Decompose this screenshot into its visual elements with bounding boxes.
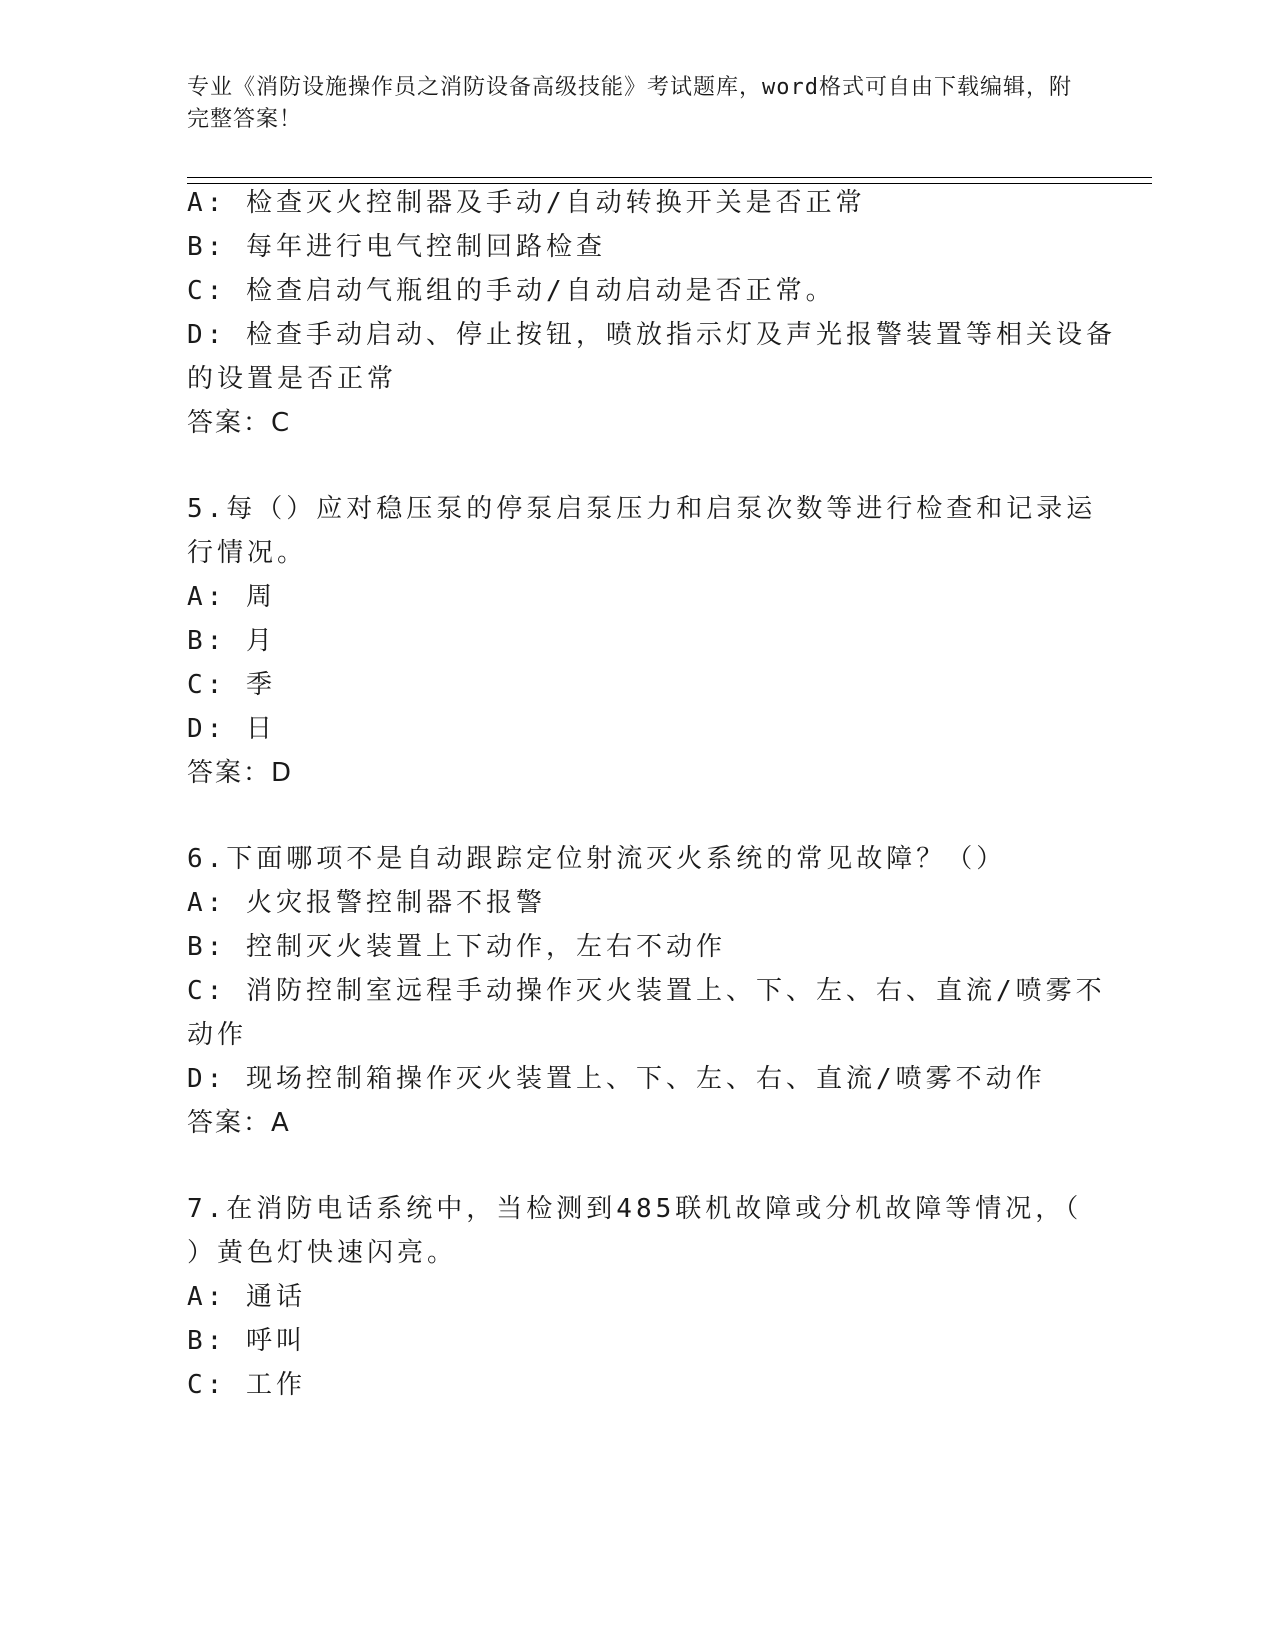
- q6-option-a: A: 火灾报警控制器不报警: [187, 888, 546, 918]
- q5-stem-line2: 行情况。: [187, 538, 308, 568]
- q5-option-a: A: 周: [187, 582, 276, 612]
- header-divider-bottom: [187, 183, 1152, 184]
- q6-stem: 6.下面哪项不是自动跟踪定位射流灭火系统的常见故障？（）: [187, 844, 1007, 874]
- q7-option-c: C: 工作: [187, 1370, 306, 1400]
- q5-option-c: C: 季: [187, 670, 276, 700]
- q7-option-a: A: 通话: [187, 1282, 306, 1312]
- q6-option-b: B: 控制灭火装置上下动作，左右不动作: [187, 932, 726, 962]
- q4-option-d-line1: D: 检查手动启动、停止按钮，喷放指示灯及声光报警装置等相关设备: [187, 320, 1116, 350]
- q5-answer: 答案：D: [187, 758, 294, 788]
- q4-option-c: C: 检查启动气瓶组的手动/自动启动是否正常。: [187, 276, 836, 306]
- q6-option-c-line2: 动作: [187, 1020, 248, 1050]
- q5-stem-line1: 5.每（）应对稳压泵的停泵启泵压力和启泵次数等进行检查和记录运: [187, 494, 1097, 524]
- q7-stem-line2: ）黄色灯快速闪亮。: [187, 1238, 458, 1268]
- q6-option-c-line1: C: 消防控制室远程手动操作灭火装置上、下、左、右、直流/喷雾不: [187, 976, 1106, 1006]
- q4-answer: 答案：C: [187, 408, 292, 438]
- header-divider-top: [187, 177, 1152, 178]
- q4-option-b: B: 每年进行电气控制回路检查: [187, 232, 606, 262]
- q5-option-b: B: 月: [187, 626, 276, 656]
- q4-option-d-line2: 的设置是否正常: [187, 364, 398, 394]
- q7-stem-line1: 7.在消防电话系统中，当检测到485联机故障或分机故障等情况，（: [187, 1194, 1083, 1224]
- q7-option-b: B: 呼叫: [187, 1326, 306, 1356]
- q4-option-a: A: 检查灭火控制器及手动/自动转换开关是否正常: [187, 188, 866, 218]
- q6-option-d: D: 现场控制箱操作灭火装置上、下、左、右、直流/喷雾不动作: [187, 1064, 1046, 1094]
- q5-option-d: D: 日: [187, 714, 276, 744]
- q6-answer: 答案：A: [187, 1108, 291, 1138]
- document-intro: 专业《消防设施操作员之消防设备高级技能》考试题库，word格式可自由下载编辑，附完整答案！: [187, 75, 1072, 132]
